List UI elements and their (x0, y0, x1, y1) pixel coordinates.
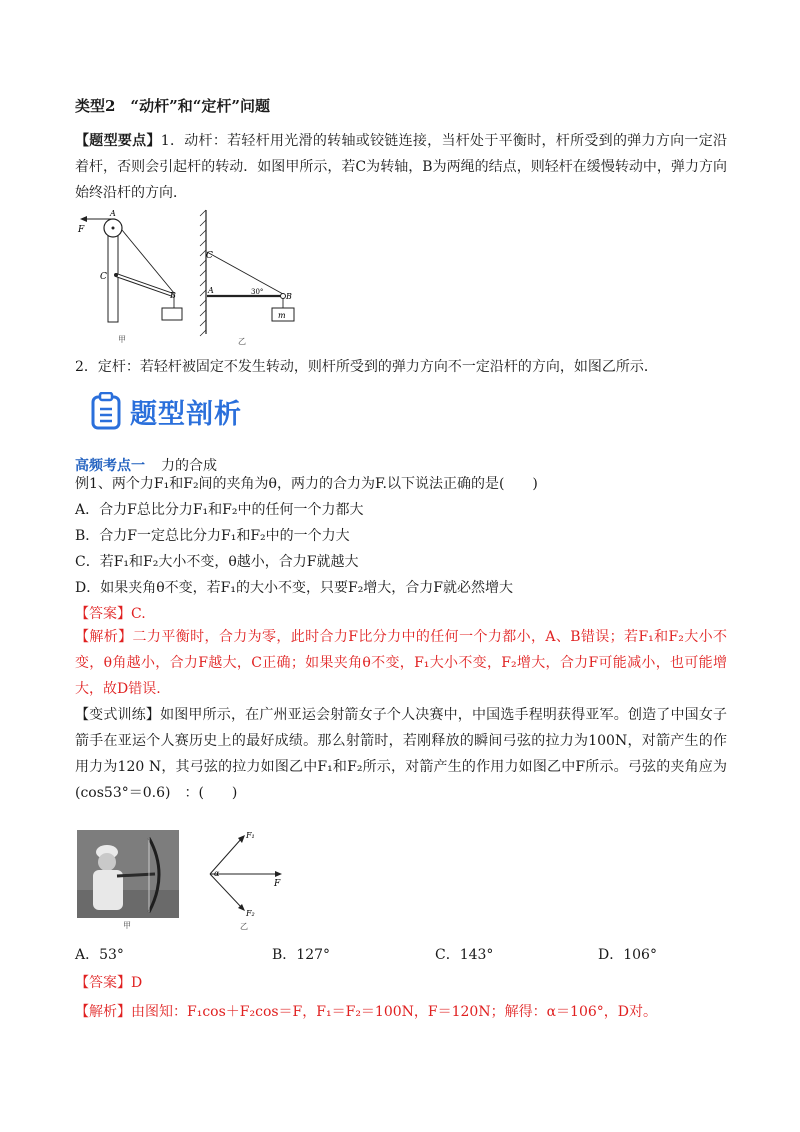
topic-name: 力的合成 (161, 458, 217, 474)
answer-value: C. (131, 606, 146, 622)
key-point-2: 2．定杆：若轻杆被固定不发生转动，则杆所受到的弹力方向不一定沿杆的方向，如图乙所示． (75, 359, 658, 375)
fig1-label-A: A (110, 209, 116, 218)
example1-option-d: D．如果夹角θ不变，若F₁的大小不变，只要F₂增大，合力F就必然增大 (75, 580, 514, 596)
figure-fixed-rod (196, 206, 308, 346)
section-title: 类型2 “动杆”和“定杆”问题 (75, 97, 270, 115)
figure-movable-rod (72, 206, 202, 346)
fig1-caption: 甲 (118, 335, 126, 344)
variant-analysis-label: 【解析】 (75, 1004, 131, 1020)
banner-title: 题型剖析 (130, 399, 242, 430)
photo-caption: 甲 (123, 921, 131, 930)
analysis-banner (90, 390, 290, 434)
topic-label: 高频考点一 (75, 458, 145, 474)
fig2-label-C: C (206, 251, 213, 261)
variant-option-c: C．143° (435, 947, 494, 963)
variant-analysis (75, 1002, 657, 1022)
fig2-caption: 乙 (238, 337, 246, 346)
key-point-label: 【题型要点】 (75, 133, 161, 149)
clipboard-icon (90, 392, 124, 432)
key-point-1-text: 1．动杆：若轻杆用光滑的转轴或铰链连接，当杆处于平衡时，杆所受到的弹力方向一定沿着杆，否则会引起杆的转动．如图甲所示，若C为转轴，B为两绳的结点，则轻杆在缓慢转动中，弹力方向始终沿杆的方向． (75, 133, 728, 201)
vec-caption: 乙 (240, 922, 248, 931)
analysis-text: 二力平衡时，合力为零，此时合力F比分力中的任何一个力都小，A、B错误；若F₁和F₂大小不变，θ角越小，合力F越大，C正确；如果夹角θ不变，F₁大小不变，F₂增大，合力F可能减小，也可能增大，故D错误. (75, 629, 728, 697)
variant-body: 如图甲所示，在广州亚运会射箭女子个人决赛中，中国选手程明获得亚军。创造了中国女子箭手在亚运个人赛历史上的最好成绩。那么射箭时，若刚释放的瞬间弓弦的拉力为100N，对箭产生的作用力为120 N，其弓弦的拉力如图乙中F₁和F₂所示，对箭产生的作用力如图乙中F所示。弓弦的夹角应为(cos53°＝0.6) ：( ) (75, 707, 728, 801)
vec-label-alpha: α (214, 869, 220, 878)
fig1-label-C: C (100, 272, 107, 282)
example1-option-b: B．合力F一定总比分力F₁和F₂中的一个力大 (75, 528, 350, 544)
vec-label-F1: F₁ (246, 831, 255, 840)
archer-figure (77, 830, 179, 918)
variant-option-a: A．53° (75, 947, 124, 963)
fig2-angle: 30° (251, 288, 264, 296)
variant-answer-label: 【答案】 (75, 975, 131, 991)
example1-stem: 例1、两个力F₁和F₂间的夹角为θ，两力的合力为F.以下说法正确的是( ) (75, 476, 538, 492)
analysis-label: 【解析】 (75, 629, 133, 645)
variant-answer (75, 973, 142, 993)
example1-analysis (75, 624, 727, 702)
topic-line (75, 456, 217, 476)
variant-label: 【变式训练】 (75, 707, 161, 723)
key-point-1 (75, 128, 727, 206)
variant-analysis-text: 由图知：F₁cos＋F₂cos＝F，F₁＝F₂＝100N，F＝120N；解得：α＝106°，D对。 (131, 1004, 657, 1020)
fig2-label-m: m (278, 311, 286, 320)
variant-answer-value: D (131, 975, 143, 991)
example1-option-a: A．合力F总比分力F₁和F₂中的任何一个力都大 (75, 502, 364, 518)
fig1-label-F: F (78, 225, 85, 235)
variant-option-b: B．127° (272, 947, 331, 963)
variant-option-d: D．106° (598, 947, 657, 963)
archer-photo (77, 830, 179, 918)
vec-label-F2: F₂ (246, 909, 255, 918)
force-vector-figure (200, 828, 290, 932)
fig2-label-B: B (286, 292, 292, 301)
answer-label: 【答案】 (75, 606, 131, 622)
fig1-label-B: B (170, 291, 176, 300)
variant-text (75, 702, 727, 806)
example1-answer (75, 604, 146, 624)
fig2-label-A: A (208, 286, 214, 295)
example1-option-c: C．若F₁和F₂大小不变，θ越小，合力F就越大 (75, 554, 359, 570)
vec-label-F: F (274, 879, 281, 889)
